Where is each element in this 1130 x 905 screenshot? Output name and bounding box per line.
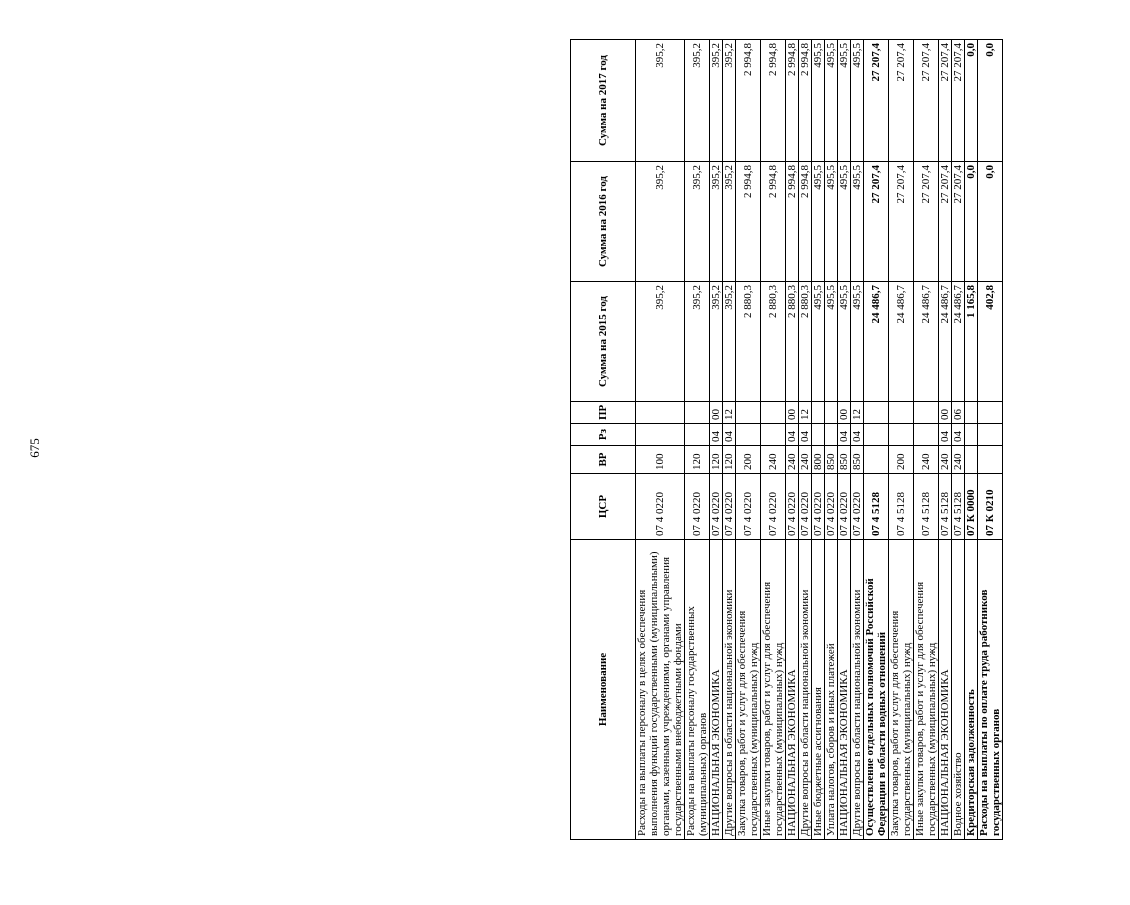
row-sum-2017: 0,0 — [978, 40, 1003, 162]
table-row — [761, 40, 786, 840]
row-sum-2017: 495,5 — [825, 40, 838, 162]
rotated-page-content — [570, 40, 1130, 840]
row-pr — [812, 402, 825, 424]
row-sum-2016: 2 994,8 — [736, 162, 761, 282]
row-sum-2015: 24 486,7 — [864, 282, 889, 402]
row-pr — [864, 402, 889, 424]
row-sum-2017: 27 207,4 — [939, 40, 952, 162]
row-vr: 240 — [914, 446, 939, 474]
row-name: НАЦИОНАЛЬНАЯ ЭКОНОМИКА — [710, 540, 723, 840]
row-csr: 07 4 5128 — [914, 474, 939, 540]
row-sum-2015: 402,8 — [978, 282, 1003, 402]
row-rz — [761, 424, 786, 446]
table-row — [710, 40, 723, 840]
row-csr: 07 К 0000 — [965, 474, 978, 540]
header-csr: ЦСР — [571, 474, 636, 540]
row-rz — [685, 424, 710, 446]
table-header-row — [571, 40, 636, 840]
table-row — [799, 40, 812, 840]
table-row — [939, 40, 952, 840]
row-name: Иные бюджетные ассигнования — [812, 540, 825, 840]
table-row — [965, 40, 978, 840]
row-vr: 850 — [825, 446, 838, 474]
table-row — [636, 40, 685, 840]
row-name: Расходы на выплаты персоналу государственных (муниципальных) органов — [685, 540, 710, 840]
row-csr: 07 4 0220 — [723, 474, 736, 540]
row-vr: 200 — [736, 446, 761, 474]
row-sum-2017: 27 207,4 — [864, 40, 889, 162]
row-csr: 07 4 0220 — [838, 474, 851, 540]
header-name: Наименование — [571, 540, 636, 840]
row-name: Водное хозяйство — [952, 540, 965, 840]
row-csr: 07 4 0220 — [851, 474, 864, 540]
row-sum-2017: 495,5 — [851, 40, 864, 162]
table-row — [812, 40, 825, 840]
row-pr: 00 — [710, 402, 723, 424]
row-sum-2016: 27 207,4 — [864, 162, 889, 282]
row-sum-2017: 495,5 — [812, 40, 825, 162]
row-name: Другие вопросы в области национальной экономики — [851, 540, 864, 840]
row-rz: 04 — [838, 424, 851, 446]
row-sum-2015: 395,2 — [723, 282, 736, 402]
row-name: НАЦИОНАЛЬНАЯ ЭКОНОМИКА — [786, 540, 799, 840]
row-sum-2017: 2 994,8 — [761, 40, 786, 162]
row-pr — [736, 402, 761, 424]
table-row — [825, 40, 838, 840]
row-sum-2016: 2 994,8 — [786, 162, 799, 282]
row-sum-2015: 2 880,3 — [799, 282, 812, 402]
row-sum-2016: 27 207,4 — [939, 162, 952, 282]
row-name: Осуществление отдельных полномочий Российской Федерации в области водных отношений — [864, 540, 889, 840]
row-csr: 07 4 5128 — [889, 474, 914, 540]
row-sum-2015: 495,5 — [812, 282, 825, 402]
row-rz — [864, 424, 889, 446]
table-row — [723, 40, 736, 840]
header-sum-2017: Сумма на 2017 год — [571, 40, 636, 162]
header-sum-2015: Сумма на 2015 год — [571, 282, 636, 402]
row-sum-2015: 1 165,8 — [965, 282, 978, 402]
row-vr: 200 — [889, 446, 914, 474]
budget-table — [570, 39, 1003, 840]
row-sum-2016: 0,0 — [965, 162, 978, 282]
row-name: Закупка товаров, работ и услуг для обеспечения государственных (муниципальных) нужд — [889, 540, 914, 840]
row-sum-2015: 495,5 — [825, 282, 838, 402]
row-sum-2017: 395,2 — [685, 40, 710, 162]
header-rz: Рз — [571, 424, 636, 446]
table-row — [914, 40, 939, 840]
row-rz — [825, 424, 838, 446]
row-vr: 120 — [723, 446, 736, 474]
row-pr: 00 — [786, 402, 799, 424]
row-name: Другие вопросы в области национальной экономики — [799, 540, 812, 840]
row-sum-2016: 495,5 — [838, 162, 851, 282]
row-name: НАЦИОНАЛЬНАЯ ЭКОНОМИКА — [838, 540, 851, 840]
header-vr: ВР — [571, 446, 636, 474]
row-name: Закупка товаров, работ и услуг для обеспечения государственных (муниципальных) нужд — [736, 540, 761, 840]
row-csr: 07 4 0220 — [786, 474, 799, 540]
row-sum-2015: 395,2 — [636, 282, 685, 402]
row-sum-2016: 0,0 — [978, 162, 1003, 282]
table-row — [851, 40, 864, 840]
row-rz — [812, 424, 825, 446]
row-sum-2017: 395,2 — [710, 40, 723, 162]
row-pr — [685, 402, 710, 424]
row-sum-2015: 2 880,3 — [736, 282, 761, 402]
row-csr: 07 4 0220 — [710, 474, 723, 540]
row-sum-2015: 2 880,3 — [761, 282, 786, 402]
row-name: Кредиторская задолженность — [965, 540, 978, 840]
row-pr — [761, 402, 786, 424]
row-vr — [864, 446, 889, 474]
row-sum-2016: 395,2 — [685, 162, 710, 282]
row-name: НАЦИОНАЛЬНАЯ ЭКОНОМИКА — [939, 540, 952, 840]
row-pr — [889, 402, 914, 424]
row-pr: 00 — [838, 402, 851, 424]
row-csr: 07 4 5128 — [864, 474, 889, 540]
row-csr: 07 4 0220 — [685, 474, 710, 540]
row-rz: 04 — [851, 424, 864, 446]
row-sum-2016: 27 207,4 — [952, 162, 965, 282]
row-sum-2015: 395,2 — [685, 282, 710, 402]
row-sum-2017: 2 994,8 — [799, 40, 812, 162]
row-vr — [965, 446, 978, 474]
row-sum-2016: 395,2 — [710, 162, 723, 282]
row-vr: 240 — [761, 446, 786, 474]
row-sum-2016: 495,5 — [812, 162, 825, 282]
row-sum-2016: 27 207,4 — [889, 162, 914, 282]
row-sum-2016: 495,5 — [851, 162, 864, 282]
row-pr — [914, 402, 939, 424]
row-vr: 240 — [952, 446, 965, 474]
row-rz — [736, 424, 761, 446]
row-pr — [636, 402, 685, 424]
row-vr: 120 — [685, 446, 710, 474]
row-vr: 120 — [710, 446, 723, 474]
row-rz — [636, 424, 685, 446]
row-pr: 12 — [799, 402, 812, 424]
row-sum-2015: 495,5 — [851, 282, 864, 402]
row-name: Уплата налогов, сборов и иных платежей — [825, 540, 838, 840]
row-pr: 00 — [939, 402, 952, 424]
row-sum-2017: 495,5 — [838, 40, 851, 162]
row-vr: 800 — [812, 446, 825, 474]
row-vr: 240 — [939, 446, 952, 474]
row-sum-2017: 395,2 — [636, 40, 685, 162]
row-pr — [965, 402, 978, 424]
row-sum-2015: 24 486,7 — [952, 282, 965, 402]
row-vr — [978, 446, 1003, 474]
table-row — [736, 40, 761, 840]
row-sum-2015: 24 486,7 — [914, 282, 939, 402]
row-rz — [914, 424, 939, 446]
row-pr: 12 — [851, 402, 864, 424]
row-sum-2016: 27 207,4 — [914, 162, 939, 282]
row-rz — [889, 424, 914, 446]
row-csr: 07 4 0220 — [761, 474, 786, 540]
row-rz: 04 — [799, 424, 812, 446]
table-row — [864, 40, 889, 840]
row-name: Расходы на выплаты персоналу в целях обеспечения выполнения функций государственными (муниципальными) органами, казенными учреждениями, органами управления государственными внебюджетными фондами — [636, 540, 685, 840]
row-sum-2017: 0,0 — [965, 40, 978, 162]
row-rz — [965, 424, 978, 446]
page-number: 675 — [26, 438, 42, 458]
row-csr: 07 4 0220 — [636, 474, 685, 540]
header-sum-2016: Сумма на 2016 год — [571, 162, 636, 282]
row-pr: 06 — [952, 402, 965, 424]
row-vr: 240 — [799, 446, 812, 474]
row-rz: 04 — [723, 424, 736, 446]
table-row — [889, 40, 914, 840]
row-sum-2015: 24 486,7 — [889, 282, 914, 402]
row-sum-2015: 2 880,3 — [786, 282, 799, 402]
row-sum-2017: 2 994,8 — [786, 40, 799, 162]
row-name: Иные закупки товаров, работ и услуг для обеспечения государственных (муниципальных) нужд — [914, 540, 939, 840]
header-pr: ПР — [571, 402, 636, 424]
row-sum-2017: 27 207,4 — [952, 40, 965, 162]
row-vr: 240 — [786, 446, 799, 474]
row-csr: 07 4 0220 — [799, 474, 812, 540]
table-row — [838, 40, 851, 840]
row-sum-2015: 495,5 — [838, 282, 851, 402]
row-sum-2016: 495,5 — [825, 162, 838, 282]
row-csr: 07 4 0220 — [736, 474, 761, 540]
row-csr: 07 4 5128 — [952, 474, 965, 540]
row-name: Расходы на выплаты по оплате труда работников государственных органов — [978, 540, 1003, 840]
row-pr — [825, 402, 838, 424]
row-sum-2015: 24 486,7 — [939, 282, 952, 402]
table-row — [685, 40, 710, 840]
row-sum-2016: 395,2 — [723, 162, 736, 282]
row-csr: 07 4 0220 — [825, 474, 838, 540]
row-vr: 850 — [838, 446, 851, 474]
row-sum-2016: 395,2 — [636, 162, 685, 282]
row-sum-2017: 27 207,4 — [889, 40, 914, 162]
row-rz: 04 — [939, 424, 952, 446]
table-row — [978, 40, 1003, 840]
table-body — [636, 40, 1003, 840]
row-pr — [978, 402, 1003, 424]
table-row — [952, 40, 965, 840]
row-sum-2017: 2 994,8 — [736, 40, 761, 162]
row-rz: 04 — [786, 424, 799, 446]
row-sum-2017: 395,2 — [723, 40, 736, 162]
row-rz — [978, 424, 1003, 446]
row-csr: 07 4 0220 — [812, 474, 825, 540]
row-pr: 12 — [723, 402, 736, 424]
row-rz: 04 — [710, 424, 723, 446]
row-sum-2016: 2 994,8 — [761, 162, 786, 282]
row-vr: 100 — [636, 446, 685, 474]
row-sum-2017: 27 207,4 — [914, 40, 939, 162]
row-name: Другие вопросы в области национальной экономики — [723, 540, 736, 840]
row-csr: 07 4 5128 — [939, 474, 952, 540]
row-rz: 04 — [952, 424, 965, 446]
table-row — [786, 40, 799, 840]
row-sum-2016: 2 994,8 — [799, 162, 812, 282]
row-csr: 07 К 0210 — [978, 474, 1003, 540]
row-sum-2015: 395,2 — [710, 282, 723, 402]
row-vr: 850 — [851, 446, 864, 474]
row-name: Иные закупки товаров, работ и услуг для обеспечения государственных (муниципальных) нужд — [761, 540, 786, 840]
